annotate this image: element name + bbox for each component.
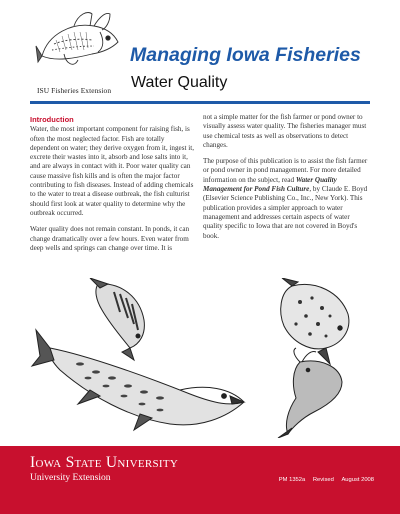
right-column xyxy=(203,113,371,248)
fish-illustration xyxy=(30,278,375,438)
university-extension: University Extension xyxy=(30,473,111,483)
publication-title: Water Quality xyxy=(131,74,228,91)
revision-status: Revised xyxy=(312,477,334,483)
publication-info xyxy=(279,477,374,483)
paragraph-text: , by Claude E. Boyd (Elsevier Science Publishing Co., Inc., New York). This publication provides a simpler approach to water management and addresses certain aspects of water quality specific to Iowa that are not covered in Boyd's book. xyxy=(203,185,368,240)
publication-number: PM 1352a xyxy=(278,477,306,483)
reference-title: Water Quality Management for Pond Fish Culture xyxy=(203,175,337,194)
paragraph xyxy=(203,157,371,241)
footer-bar xyxy=(0,446,400,514)
perch-illustration xyxy=(90,278,144,360)
header-divider xyxy=(30,101,370,104)
left-column xyxy=(30,115,195,260)
catfish-illustration xyxy=(278,348,342,438)
paragraph: not a simple matter for the fish farmer or pond owner to visually assess water quality. The fisheries manager must use chemical tests as well as observations to detect changes. xyxy=(203,113,367,149)
bass-illustration xyxy=(34,4,122,84)
extension-label: ISU Fisheries Extension xyxy=(37,86,112,95)
university-name: Iowa State University xyxy=(30,454,179,471)
section-heading: Introduction xyxy=(30,115,74,124)
paragraph: Water, the most important component for raising fish, is often the most neglected factor. Fish are totally dependent on water; they derive oxygen from it, ingest it, excrete their wastes into it, absorb and lose salts into it, and are always in contact with it. Poor water quality can cause massive fish kills and is often the major factor contributing to fish diseases. Instead of adding chemicals to the water to treat a disease outbreak, the fish culturist should first look at water quality to determine why the outbreak occurred. xyxy=(30,125,194,217)
publication-date: August 2008 xyxy=(341,477,374,483)
paragraph: Water quality does not remain constant. In ponds, it can change dramatically over a few hours. Even water from deep wells and springs can change over time. It is xyxy=(30,225,190,252)
paragraph-text: The purpose of this publication is to assist the fish farmer or pond owner in pond management. For more detailed information on the subject, read xyxy=(203,157,368,184)
series-title: Managing Iowa Fisheries xyxy=(130,44,361,66)
pike-illustration xyxy=(32,330,244,430)
